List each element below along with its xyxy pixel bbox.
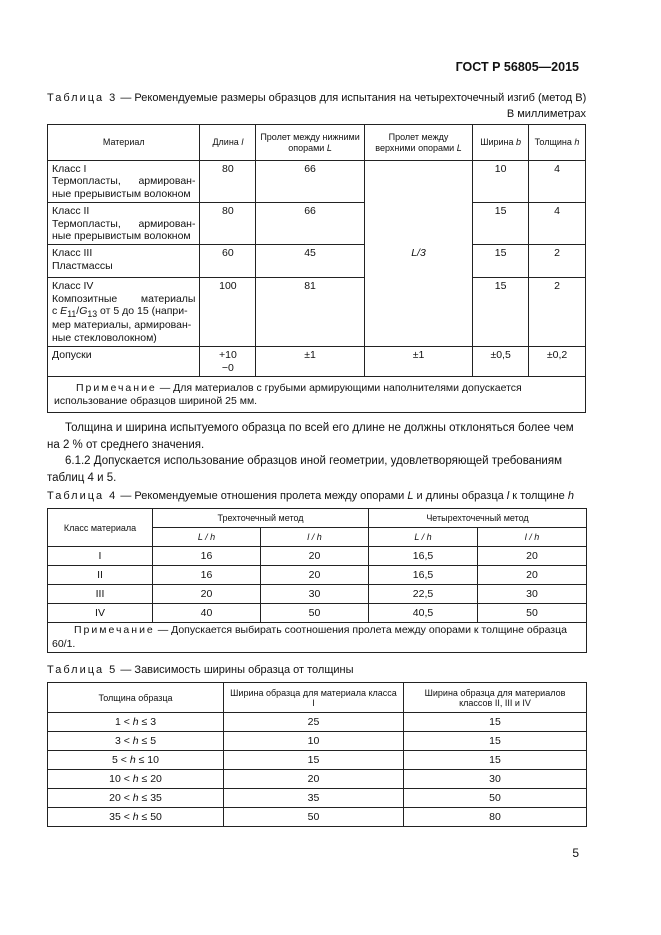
page-number: 5 (572, 846, 579, 860)
value-cell: 20 (478, 566, 587, 585)
material-cell: Класс II Термопласты, армирован- ные прерывистым волокном (48, 203, 200, 245)
thickness-cell: 2 (529, 245, 586, 278)
width-class234: 80 (404, 808, 587, 827)
class-cell: III (48, 585, 153, 604)
tolerance-label: Допуски (48, 347, 200, 377)
width-cell: 15 (473, 245, 529, 278)
table5-head-thickness: Толщина образца (48, 683, 224, 713)
material-cell: Класс I Термопласты, армирован- ные прерывистым волокном (48, 161, 200, 203)
table3-units: В миллиметрах (506, 108, 586, 120)
tolerance-thickness: ±0,2 (529, 347, 586, 377)
span-lower-cell: 66 (256, 161, 364, 203)
tolerance-span-lower: ±1 (256, 347, 364, 377)
value-cell: 20 (261, 547, 369, 566)
thickness-range: 35 < h ≤ 50 (48, 808, 224, 827)
table-row (48, 732, 587, 751)
table3-note: Примечание — Для материалов с грубыми армирующими наполнителями допускается использование образцов шириной 25 мм. (48, 377, 586, 413)
table4-head-class: Класс материала (48, 509, 153, 547)
value-cell: 16,5 (369, 547, 478, 566)
table4-sub-Lh: L / h (153, 528, 261, 547)
value-cell: 40 (153, 604, 261, 623)
thickness-range: 5 < h ≤ 10 (48, 751, 224, 770)
table-row (48, 751, 587, 770)
width-class234: 15 (404, 751, 587, 770)
material-cell: Класс IV Композитные материалы с $E_{11}/G_{13}$ от 5 до 15 (напри- мер материалы, армирован- ные стекловолокном) (48, 278, 200, 347)
value-cell: 22,5 (369, 585, 478, 604)
value-cell: 50 (478, 604, 587, 623)
thickness-cell: 4 (529, 161, 586, 203)
tolerance-width: ±0,5 (473, 347, 529, 377)
class-cell: I (48, 547, 153, 566)
thickness-cell: 4 (529, 203, 586, 245)
table4 (47, 508, 587, 653)
table5-head-class1: Ширина образца для материала класса I (224, 683, 404, 713)
table-row (48, 203, 586, 245)
material-cell: Класс III Пластмассы (48, 245, 200, 278)
value-cell: 20 (261, 566, 369, 585)
table5 (47, 682, 587, 827)
table4-note-row (48, 623, 587, 653)
value-cell: 20 (153, 585, 261, 604)
thickness-cell: 2 (529, 278, 586, 347)
table3-head-material: Материал (48, 125, 200, 161)
thickness-range: 3 < h ≤ 5 (48, 732, 224, 751)
width-class1: 20 (224, 770, 404, 789)
value-cell: 30 (478, 585, 587, 604)
thickness-range: 1 < h ≤ 3 (48, 713, 224, 732)
paragraph-tolerance: Толщина и ширина испытуемого образца по всей его длине не должны отклоняться более чем на 2 % от среднего значения. (47, 422, 574, 451)
width-class1: 35 (224, 789, 404, 808)
table3-note-row (48, 377, 586, 413)
table3-head-span-lower: Пролет между нижними опорами L (256, 125, 364, 161)
thickness-range: 10 < h ≤ 20 (48, 770, 224, 789)
table-row (48, 789, 587, 808)
table-row (48, 808, 587, 827)
table-row (48, 604, 587, 623)
table4-sub-lh: l / h (478, 528, 587, 547)
value-cell: 50 (261, 604, 369, 623)
table3-label: Таблица 3 (47, 92, 118, 104)
table4-caption: Таблица 4 — Рекомендуемые отношения пролета между опорами L и длины образца l к толщине h (47, 490, 574, 502)
value-cell: 16,5 (369, 566, 478, 585)
table-row (48, 713, 587, 732)
width-class234: 15 (404, 732, 587, 751)
table3-caption (47, 92, 586, 104)
class-cell: IV (48, 604, 153, 623)
width-class1: 10 (224, 732, 404, 751)
table-row (48, 161, 586, 203)
table-row (48, 566, 587, 585)
table3-head-length: Длина l (200, 125, 256, 161)
table5-header-row (48, 683, 587, 713)
class-cell: II (48, 566, 153, 585)
tolerance-length: +10 −0 (200, 347, 256, 377)
table-row (48, 547, 587, 566)
width-cell: 10 (473, 161, 529, 203)
table4-sub-lh: l / h (261, 528, 369, 547)
value-cell: 16 (153, 566, 261, 585)
table5-head-class234: Ширина образца для материалов классов II, III и IV (404, 683, 587, 713)
span-lower-cell: 81 (256, 278, 364, 347)
span-lower-cell: 45 (256, 245, 364, 278)
width-class234: 30 (404, 770, 587, 789)
length-cell: 80 (200, 161, 256, 203)
paragraph-6-1-2: 6.1.2 Допускается использование образцов иной геометрии, удовлетворяющей требованиям таблиц 4 и 5. (47, 455, 562, 484)
document-id: ГОСТ Р 56805—2015 (455, 60, 579, 74)
table5-caption: Таблица 5 — Зависимость ширины образца от толщины (47, 664, 354, 676)
table3-header-row (48, 125, 586, 161)
table4-head-four-point: Четырехточечный метод (369, 509, 587, 528)
table4-sub-Lh: L / h (369, 528, 478, 547)
value-cell: 16 (153, 547, 261, 566)
table-row (48, 245, 586, 278)
table-row (48, 278, 586, 347)
value-cell: 20 (478, 547, 587, 566)
table3 (47, 124, 586, 413)
width-cell: 15 (473, 203, 529, 245)
length-cell: 60 (200, 245, 256, 278)
table-row (48, 585, 587, 604)
length-cell: 100 (200, 278, 256, 347)
width-class1: 15 (224, 751, 404, 770)
width-class234: 15 (404, 713, 587, 732)
width-class1: 25 (224, 713, 404, 732)
table4-header-row (48, 509, 587, 528)
table-row (48, 770, 587, 789)
table4-note: Примечание — Допускается выбирать соотношения пролета между опорами к толщине образца 60/1. (48, 623, 587, 653)
thickness-range: 20 < h ≤ 35 (48, 789, 224, 808)
value-cell: 40,5 (369, 604, 478, 623)
table3-tolerance-row (48, 347, 586, 377)
table4-head-three-point: Трехточечный метод (153, 509, 369, 528)
span-upper-cell: L/3 (364, 161, 472, 347)
value-cell: 30 (261, 585, 369, 604)
length-cell: 80 (200, 203, 256, 245)
table3-head-thickness: Толщина h (529, 125, 586, 161)
width-class1: 50 (224, 808, 404, 827)
width-class234: 50 (404, 789, 587, 808)
table3-title: — Рекомендуемые размеры образцов для испытания на четырехточечный изгиб (метод В) (117, 92, 587, 104)
table3-head-span-upper: Пролет между верхними опорами L (364, 125, 472, 161)
span-lower-cell: 66 (256, 203, 364, 245)
table3-head-width: Ширина b (473, 125, 529, 161)
tolerance-span-upper: ±1 (364, 347, 472, 377)
width-cell: 15 (473, 278, 529, 347)
